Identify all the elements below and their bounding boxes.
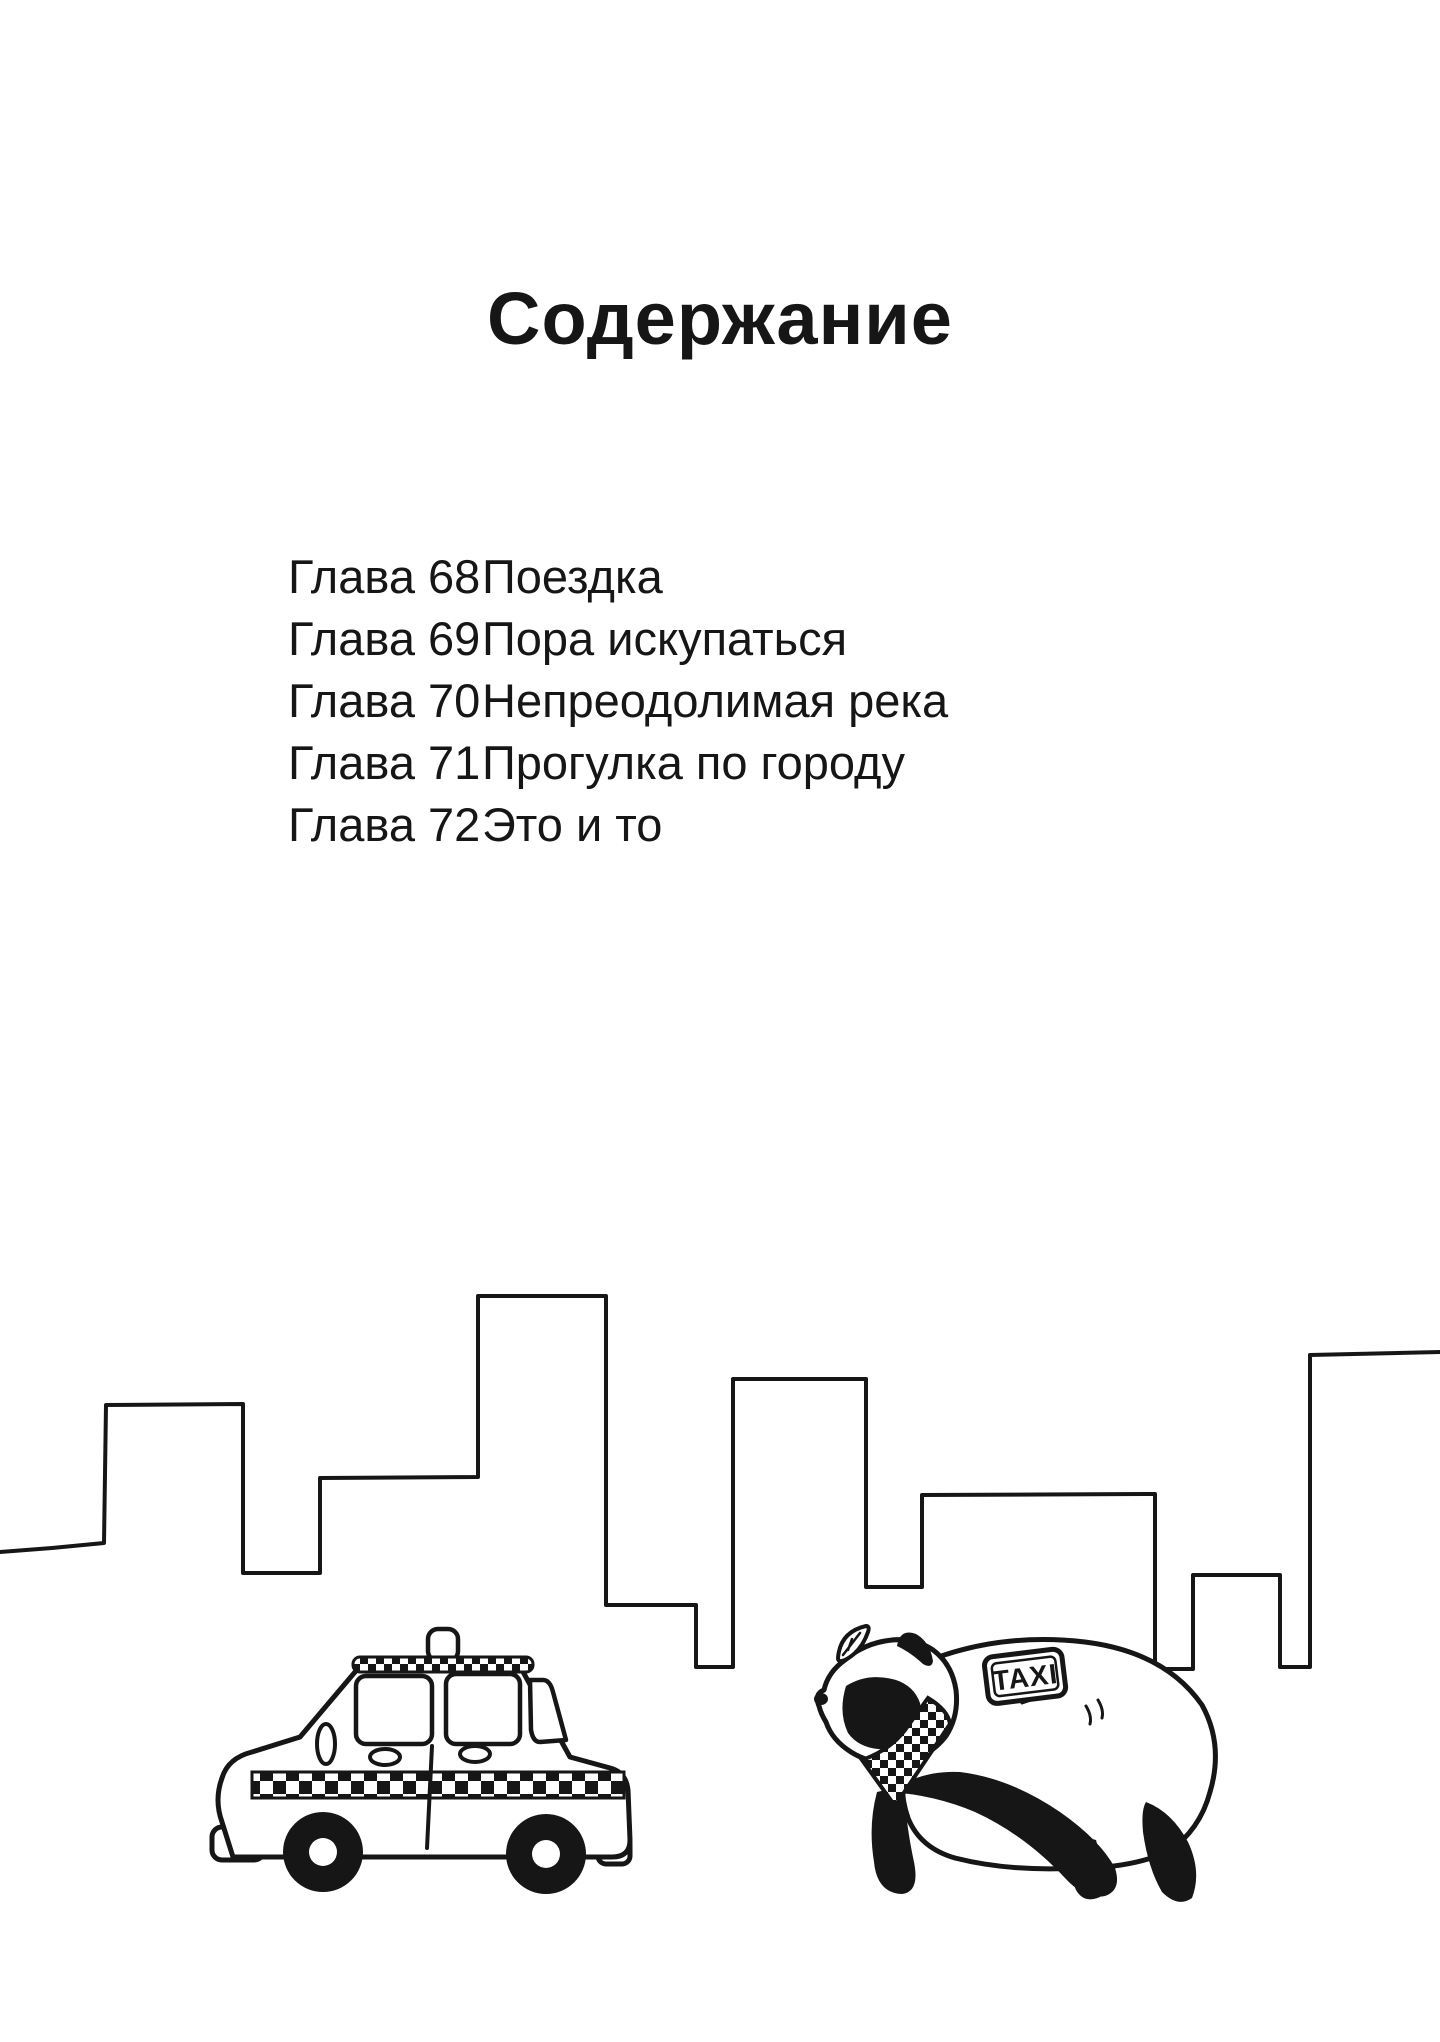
- taxi-rear-hub: [532, 1840, 560, 1868]
- chapter-title: Непреодолимая река: [482, 674, 949, 727]
- taxi-sign-label: TAXI: [990, 1657, 1060, 1697]
- taxi-front-window: [356, 1676, 432, 1744]
- taxi-roof-checker-strip: [353, 1657, 533, 1672]
- panda-nose: [814, 1693, 828, 1705]
- panda-illustration: [814, 1626, 1215, 1902]
- page-title: Содержание: [487, 277, 953, 360]
- chapter-title: Прогулка по городу: [482, 736, 905, 789]
- chapter-title: Это и то: [482, 798, 663, 851]
- chapter-number: Глава 72: [288, 798, 481, 851]
- taxi-checker-band: [252, 1772, 624, 1798]
- chapter-number: Глава 70: [288, 674, 481, 727]
- chapter-title: Пора искупаться: [482, 612, 848, 665]
- taxi-illustration: [212, 1629, 630, 1894]
- chapter-title: Поездка: [482, 550, 663, 603]
- chapter-number: Глава 69: [288, 612, 481, 665]
- chapter-number: Глава 71: [288, 736, 481, 789]
- taxi-rear-window: [446, 1674, 520, 1744]
- city-skyline: [0, 1296, 1440, 1669]
- taxi-front-hub: [309, 1838, 337, 1866]
- taxi-side-mirror: [317, 1724, 335, 1764]
- taxi-quarter-window: [530, 1680, 566, 1742]
- panda-taxi-sign: [983, 1648, 1066, 1704]
- chapter-number: Глава 68: [288, 550, 481, 603]
